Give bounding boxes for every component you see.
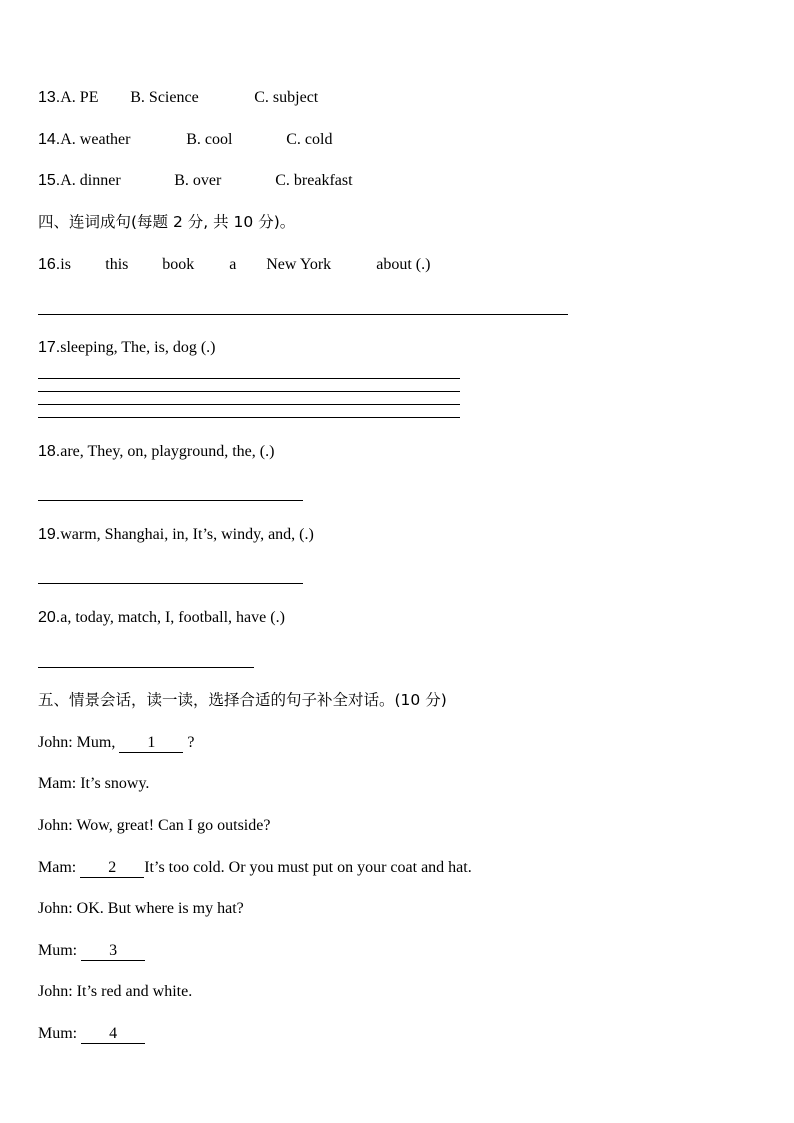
question-18 bbox=[38, 442, 274, 462]
dialogue-line-2 bbox=[38, 774, 149, 794]
dialogue-speaker: Mam: bbox=[38, 859, 77, 876]
answer-line[interactable] bbox=[38, 404, 460, 405]
word: New York bbox=[266, 256, 332, 273]
dialogue-line-5 bbox=[38, 899, 244, 919]
dialogue-after: ? bbox=[187, 734, 195, 751]
dialogue-line-7 bbox=[38, 982, 192, 1002]
question-number: 14. bbox=[38, 131, 61, 148]
question-14 bbox=[38, 130, 332, 150]
question-number: 18. bbox=[38, 443, 61, 460]
answer-blank[interactable]: 2 bbox=[80, 859, 144, 878]
dialogue-line-3 bbox=[38, 816, 270, 836]
question-19 bbox=[38, 525, 314, 545]
question-17 bbox=[38, 338, 215, 358]
question-16 bbox=[38, 255, 430, 275]
word: about (.) bbox=[376, 256, 431, 273]
dialogue-line-4 bbox=[38, 858, 472, 878]
question-15 bbox=[38, 171, 353, 191]
answer-line[interactable] bbox=[38, 500, 303, 501]
question-text: are, They, on, playground, the, (.) bbox=[60, 443, 275, 460]
question-number: 16. bbox=[38, 256, 61, 273]
question-text: warm, Shanghai, in, It’s, windy, and, (.) bbox=[60, 526, 314, 543]
dialogue-line-6 bbox=[38, 941, 145, 961]
dialogue-speaker: Mam: It’s snowy. bbox=[38, 775, 150, 792]
word: a bbox=[229, 256, 237, 273]
section-4-title: 四、连词成句(每题 2 分, 共 10 分)。 bbox=[38, 213, 296, 231]
option-a: A. weather bbox=[60, 131, 131, 148]
answer-blank[interactable]: 1 bbox=[119, 734, 183, 753]
option-a: A. dinner bbox=[60, 172, 121, 189]
answer-blank[interactable]: 4 bbox=[81, 1025, 145, 1044]
word: this bbox=[105, 256, 129, 273]
answer-line[interactable] bbox=[38, 583, 303, 584]
question-number: 15. bbox=[38, 172, 61, 189]
section-5-title: 五、情景会话，读一读，选择合适的句子补全对话。(10 分) bbox=[38, 691, 447, 709]
answer-line[interactable] bbox=[38, 417, 460, 418]
question-number: 17. bbox=[38, 339, 61, 356]
answer-line[interactable] bbox=[38, 391, 460, 392]
question-20 bbox=[38, 608, 285, 628]
dialogue-line-1 bbox=[38, 733, 194, 753]
dialogue-speaker: John: OK. But where is my hat? bbox=[38, 900, 244, 917]
answer-line[interactable] bbox=[38, 314, 568, 315]
question-number: 20. bbox=[38, 609, 61, 626]
option-c: C. subject bbox=[254, 89, 319, 106]
dialogue-speaker: John: Mum, bbox=[38, 734, 116, 751]
dialogue-speaker: Mum: bbox=[38, 942, 78, 959]
answer-line[interactable] bbox=[38, 667, 254, 668]
dialogue-speaker: John: Wow, great! Can I go outside? bbox=[38, 817, 271, 834]
question-text: sleeping, The, is, dog (.) bbox=[60, 339, 216, 356]
option-b: B. over bbox=[174, 172, 222, 189]
word: is bbox=[60, 256, 71, 273]
question-13 bbox=[38, 88, 318, 108]
dialogue-speaker: Mum: bbox=[38, 1025, 78, 1042]
answer-line[interactable] bbox=[38, 378, 460, 379]
answer-blank[interactable]: 3 bbox=[81, 942, 145, 961]
option-a: A. PE bbox=[60, 89, 99, 106]
question-number: 19. bbox=[38, 526, 61, 543]
question-number: 13. bbox=[38, 89, 61, 106]
option-b: B. cool bbox=[186, 131, 233, 148]
option-c: C. breakfast bbox=[275, 172, 353, 189]
dialogue-speaker: John: It’s red and white. bbox=[38, 983, 193, 1000]
dialogue-after: It’s too cold. Or you must put on your coat and hat. bbox=[144, 859, 472, 876]
question-text: a, today, match, I, football, have (.) bbox=[60, 609, 285, 626]
dialogue-line-8 bbox=[38, 1024, 145, 1044]
option-b: B. Science bbox=[130, 89, 199, 106]
option-c: C. cold bbox=[286, 131, 333, 148]
word: book bbox=[162, 256, 195, 273]
